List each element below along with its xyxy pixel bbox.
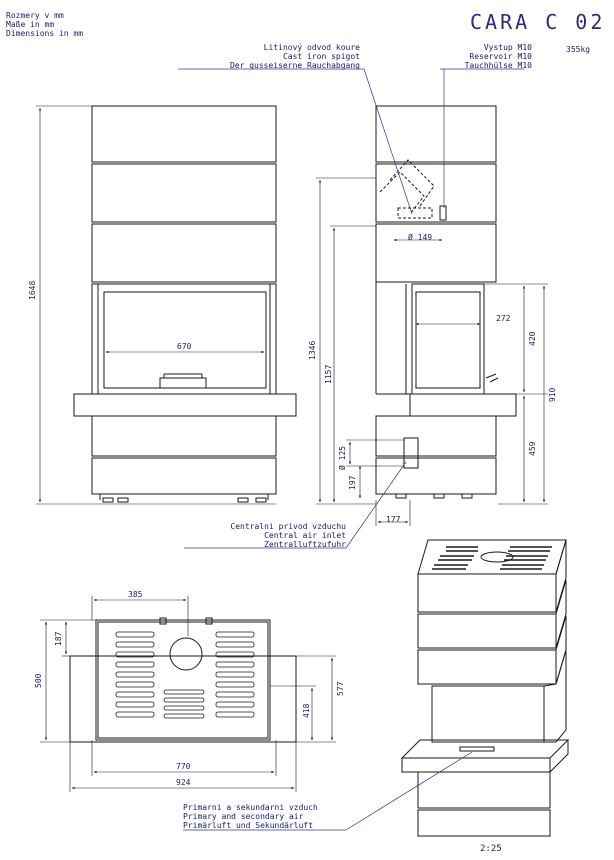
front-view [74,106,296,504]
thread-label-de: Tauchhülse M10 [464,61,532,70]
iso-view [402,540,568,836]
dim-1346: 1346 [308,340,317,360]
central-air-label-de: Zentralluftzufuhr [264,540,346,549]
primary-air-label-cz: Primarni a sekundarni vzduch [183,803,318,812]
flue-label-en: Cast iron spigot [282,52,360,61]
dim-177: 177 [386,515,401,524]
dim-385: 385 [128,590,143,599]
dim-420: 420 [528,331,537,346]
central-air-label-en: Central air inlet [264,531,346,540]
primary-air-label-en: Primary and secondary air [183,812,304,821]
dim-910: 910 [548,387,557,402]
dim-770: 770 [176,762,191,771]
dim-418: 418 [302,703,311,718]
dim-272: 272 [496,314,511,323]
model-title: CARA C 02 [470,10,606,34]
flue-label-de: Der gusseiserne Rauchabgang [229,61,360,70]
units-note-en: Dimensions in mm [6,29,84,38]
dim-187: 187 [54,631,63,646]
dim-577: 577 [336,681,345,696]
units-note-cz: Rozmery v mm [6,11,64,20]
scale-label: 2:25 [480,844,502,854]
dim-1157: 1157 [324,364,333,384]
units-note-de: Maße in mm [6,20,55,29]
plan-view [70,618,296,742]
weight-label: 355kg [566,45,591,54]
side-view [376,106,516,498]
dim-flue-diameter: Ø 149 [408,233,433,242]
dim-500: 500 [34,673,43,688]
dim-inlet-diameter: Ø 125 [338,445,347,470]
dim-opening-width: 670 [177,342,192,351]
primary-air-label-de: Primärluft und Sekundärluft [183,821,314,830]
dim-197: 197 [348,475,357,490]
thread-label-en: Reservoir M10 [469,52,532,61]
flue-label-cz: Litinový odvod koure [263,43,360,52]
dim-924: 924 [176,778,191,787]
central-air-label-cz: Centralni privod vzduchu [230,522,346,531]
thread-label-cz: Vystup M10 [483,43,532,52]
dim-459: 459 [528,441,537,456]
dim-height-total: 1648 [28,280,37,300]
